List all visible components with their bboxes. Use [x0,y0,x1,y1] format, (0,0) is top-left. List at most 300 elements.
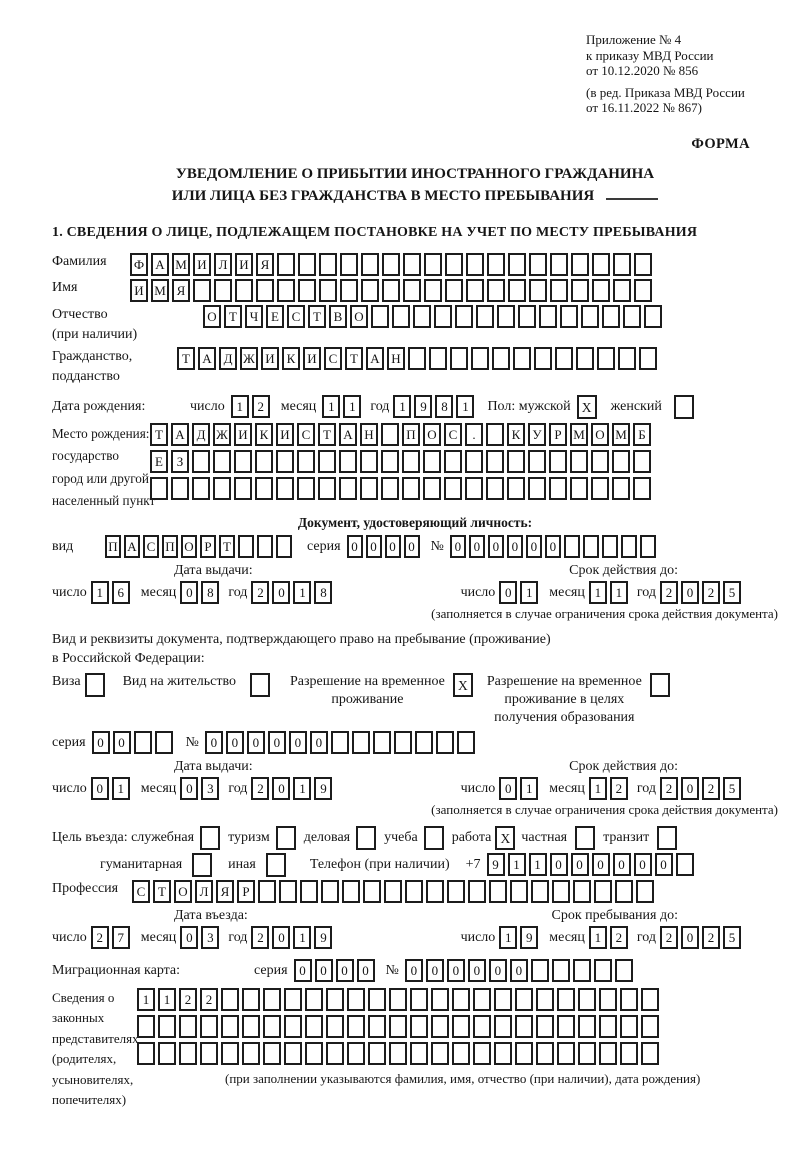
char-cell[interactable] [489,880,507,903]
char-cell[interactable] [392,305,410,328]
char-cell[interactable] [549,450,567,473]
char-cell[interactable] [137,1042,155,1065]
char-cell[interactable]: Т [150,423,168,446]
temp-residence-permit-checkbox[interactable]: X [453,673,473,697]
char-cell[interactable]: 0 [247,731,265,754]
char-cell[interactable] [594,880,612,903]
char-cell[interactable] [640,535,656,558]
char-cell[interactable]: 1 [589,777,607,800]
char-cell[interactable] [284,988,302,1011]
char-cell[interactable] [257,535,273,558]
char-cell[interactable] [214,279,232,302]
char-cell[interactable]: Р [200,535,216,558]
char-cell[interactable] [487,253,505,276]
char-cell[interactable] [342,880,360,903]
char-cell[interactable] [298,279,316,302]
char-cell[interactable] [641,1015,659,1038]
char-cell[interactable] [487,279,505,302]
char-cell[interactable]: 5 [723,581,741,604]
char-cell[interactable]: Ж [213,423,231,446]
char-cell[interactable] [515,988,533,1011]
char-cell[interactable] [494,988,512,1011]
char-cell[interactable]: 0 [447,959,465,982]
char-cell[interactable]: 1 [322,395,340,418]
char-cell[interactable]: Я [256,253,274,276]
char-cell[interactable]: 0 [310,731,328,754]
char-cell[interactable]: 0 [404,535,420,558]
char-cell[interactable] [389,1015,407,1038]
char-cell[interactable] [347,1015,365,1038]
char-cell[interactable]: Д [219,347,237,370]
char-cell[interactable] [510,880,528,903]
char-cell[interactable] [403,253,421,276]
char-cell[interactable] [413,305,431,328]
purpose-humanitarian-checkbox[interactable] [192,853,212,877]
char-cell[interactable] [431,1042,449,1065]
char-cell[interactable] [221,1015,239,1038]
char-cell[interactable] [583,535,599,558]
char-cell[interactable] [410,988,428,1011]
char-cell[interactable] [539,305,557,328]
char-cell[interactable]: 0 [180,581,198,604]
char-cell[interactable]: С [297,423,315,446]
purpose-business-checkbox[interactable] [356,826,376,850]
char-cell[interactable]: 2 [660,926,678,949]
char-cell[interactable]: 6 [112,581,130,604]
char-cell[interactable]: С [132,880,150,903]
char-cell[interactable] [158,1042,176,1065]
char-cell[interactable] [279,880,297,903]
char-cell[interactable] [466,253,484,276]
char-cell[interactable] [171,477,189,500]
char-cell[interactable]: 0 [592,853,610,876]
char-cell[interactable] [339,450,357,473]
char-cell[interactable] [452,1015,470,1038]
char-cell[interactable] [529,253,547,276]
char-cell[interactable]: 0 [681,926,699,949]
char-cell[interactable]: 0 [113,731,131,754]
char-cell[interactable] [255,477,273,500]
char-cell[interactable]: А [366,347,384,370]
char-cell[interactable]: 0 [405,959,423,982]
char-cell[interactable]: 0 [545,535,561,558]
char-cell[interactable] [612,450,630,473]
char-cell[interactable]: . [465,423,483,446]
char-cell[interactable] [592,279,610,302]
char-cell[interactable] [318,477,336,500]
char-cell[interactable] [618,347,636,370]
char-cell[interactable] [403,279,421,302]
char-cell[interactable]: Н [360,423,378,446]
char-cell[interactable]: 0 [468,959,486,982]
char-cell[interactable] [371,305,389,328]
purpose-other-checkbox[interactable] [266,853,286,877]
char-cell[interactable] [515,1042,533,1065]
char-cell[interactable] [305,988,323,1011]
char-cell[interactable] [298,253,316,276]
char-cell[interactable] [445,279,463,302]
char-cell[interactable] [473,1042,491,1065]
char-cell[interactable] [331,731,349,754]
char-cell[interactable] [573,959,591,982]
char-cell[interactable]: В [329,305,347,328]
char-cell[interactable]: 1 [520,777,538,800]
char-cell[interactable] [564,535,580,558]
char-cell[interactable] [492,347,510,370]
char-cell[interactable]: А [124,535,140,558]
char-cell[interactable] [402,477,420,500]
char-cell[interactable]: Т [345,347,363,370]
char-cell[interactable] [424,253,442,276]
char-cell[interactable] [473,988,491,1011]
char-cell[interactable] [405,880,423,903]
char-cell[interactable] [552,880,570,903]
char-cell[interactable]: 8 [435,395,453,418]
char-cell[interactable] [305,1015,323,1038]
char-cell[interactable] [450,347,468,370]
char-cell[interactable] [394,731,412,754]
char-cell[interactable] [134,731,152,754]
char-cell[interactable] [549,477,567,500]
char-cell[interactable] [623,305,641,328]
char-cell[interactable] [340,253,358,276]
char-cell[interactable]: 0 [526,535,542,558]
char-cell[interactable]: О [423,423,441,446]
char-cell[interactable] [676,853,694,876]
char-cell[interactable] [431,1015,449,1038]
char-cell[interactable]: 1 [137,988,155,1011]
char-cell[interactable] [570,477,588,500]
char-cell[interactable] [415,731,433,754]
char-cell[interactable] [602,535,618,558]
char-cell[interactable]: И [303,347,321,370]
char-cell[interactable] [531,880,549,903]
char-cell[interactable] [423,450,441,473]
char-cell[interactable] [597,347,615,370]
char-cell[interactable]: 2 [251,581,269,604]
char-cell[interactable]: 3 [201,777,219,800]
char-cell[interactable]: И [234,423,252,446]
char-cell[interactable]: Н [387,347,405,370]
char-cell[interactable] [639,347,657,370]
char-cell[interactable] [431,988,449,1011]
char-cell[interactable]: Ч [245,305,263,328]
char-cell[interactable] [578,1042,596,1065]
char-cell[interactable]: 0 [347,535,363,558]
char-cell[interactable] [591,477,609,500]
char-cell[interactable] [613,253,631,276]
char-cell[interactable]: 0 [180,926,198,949]
char-cell[interactable] [368,1015,386,1038]
char-cell[interactable] [137,1015,155,1038]
char-cell[interactable] [318,450,336,473]
char-cell[interactable]: И [193,253,211,276]
char-cell[interactable] [347,1042,365,1065]
char-cell[interactable] [234,477,252,500]
char-cell[interactable] [200,1042,218,1065]
char-cell[interactable] [340,279,358,302]
char-cell[interactable] [447,880,465,903]
char-cell[interactable]: М [612,423,630,446]
char-cell[interactable] [576,347,594,370]
char-cell[interactable]: И [235,253,253,276]
char-cell[interactable]: 2 [702,777,720,800]
char-cell[interactable] [258,880,276,903]
char-cell[interactable] [158,1015,176,1038]
char-cell[interactable]: 8 [201,581,219,604]
char-cell[interactable] [361,279,379,302]
char-cell[interactable] [263,1042,281,1065]
char-cell[interactable]: 1 [231,395,249,418]
char-cell[interactable] [382,253,400,276]
char-cell[interactable] [602,305,620,328]
char-cell[interactable] [466,279,484,302]
purpose-transit-checkbox[interactable] [657,826,677,850]
char-cell[interactable]: 0 [634,853,652,876]
char-cell[interactable]: 7 [112,926,130,949]
char-cell[interactable]: 0 [268,731,286,754]
char-cell[interactable]: 2 [252,395,270,418]
char-cell[interactable] [534,347,552,370]
char-cell[interactable]: 1 [91,581,109,604]
char-cell[interactable] [555,347,573,370]
purpose-study-checkbox[interactable] [424,826,444,850]
char-cell[interactable] [536,988,554,1011]
char-cell[interactable] [531,959,549,982]
char-cell[interactable] [238,535,254,558]
char-cell[interactable] [276,535,292,558]
char-cell[interactable] [389,1042,407,1065]
char-cell[interactable]: 2 [200,988,218,1011]
char-cell[interactable] [578,988,596,1011]
char-cell[interactable]: О [591,423,609,446]
char-cell[interactable]: 0 [499,777,517,800]
char-cell[interactable] [641,1042,659,1065]
char-cell[interactable] [256,279,274,302]
char-cell[interactable] [381,450,399,473]
char-cell[interactable] [368,988,386,1011]
char-cell[interactable] [599,1042,617,1065]
char-cell[interactable]: 1 [293,926,311,949]
char-cell[interactable] [486,477,504,500]
char-cell[interactable]: 0 [366,535,382,558]
char-cell[interactable]: 8 [314,581,332,604]
char-cell[interactable] [235,279,253,302]
char-cell[interactable] [381,477,399,500]
char-cell[interactable]: К [282,347,300,370]
char-cell[interactable]: 0 [550,853,568,876]
char-cell[interactable] [528,450,546,473]
char-cell[interactable] [494,1042,512,1065]
char-cell[interactable]: 2 [660,581,678,604]
char-cell[interactable]: Е [150,450,168,473]
char-cell[interactable]: 1 [456,395,474,418]
char-cell[interactable] [305,1042,323,1065]
char-cell[interactable]: П [105,535,121,558]
char-cell[interactable]: 9 [314,926,332,949]
char-cell[interactable]: 0 [272,926,290,949]
char-cell[interactable]: 0 [681,777,699,800]
char-cell[interactable]: 0 [450,535,466,558]
char-cell[interactable] [471,347,489,370]
char-cell[interactable]: 1 [499,926,517,949]
char-cell[interactable] [508,279,526,302]
char-cell[interactable]: 2 [610,926,628,949]
char-cell[interactable]: Т [318,423,336,446]
char-cell[interactable] [276,450,294,473]
char-cell[interactable]: М [570,423,588,446]
char-cell[interactable]: 2 [251,926,269,949]
char-cell[interactable] [578,1015,596,1038]
char-cell[interactable] [465,477,483,500]
char-cell[interactable]: 0 [488,535,504,558]
char-cell[interactable]: 0 [272,581,290,604]
char-cell[interactable] [319,253,337,276]
char-cell[interactable]: 9 [520,926,538,949]
char-cell[interactable] [326,1015,344,1038]
char-cell[interactable]: И [261,347,279,370]
edu-residence-permit-checkbox[interactable] [650,673,670,697]
char-cell[interactable] [200,1015,218,1038]
char-cell[interactable] [486,450,504,473]
char-cell[interactable]: 0 [357,959,375,982]
char-cell[interactable] [242,1015,260,1038]
char-cell[interactable]: Е [266,305,284,328]
char-cell[interactable]: О [203,305,221,328]
char-cell[interactable] [452,1042,470,1065]
char-cell[interactable] [382,279,400,302]
char-cell[interactable]: Я [172,279,190,302]
char-cell[interactable] [644,305,662,328]
char-cell[interactable] [570,450,588,473]
char-cell[interactable] [444,450,462,473]
char-cell[interactable]: Я [216,880,234,903]
char-cell[interactable] [360,477,378,500]
char-cell[interactable]: 1 [158,988,176,1011]
char-cell[interactable] [263,988,281,1011]
char-cell[interactable] [155,731,173,754]
char-cell[interactable] [507,450,525,473]
char-cell[interactable]: 9 [487,853,505,876]
char-cell[interactable] [633,450,651,473]
char-cell[interactable]: П [162,535,178,558]
char-cell[interactable] [468,880,486,903]
char-cell[interactable]: Т [219,535,235,558]
char-cell[interactable] [641,988,659,1011]
char-cell[interactable]: А [339,423,357,446]
char-cell[interactable]: 1 [112,777,130,800]
char-cell[interactable]: 0 [180,777,198,800]
char-cell[interactable] [234,450,252,473]
char-cell[interactable] [528,477,546,500]
char-cell[interactable]: 0 [499,581,517,604]
char-cell[interactable] [319,279,337,302]
sex-male-checkbox[interactable]: X [577,395,597,419]
char-cell[interactable]: И [130,279,148,302]
char-cell[interactable]: С [324,347,342,370]
char-cell[interactable] [557,1042,575,1065]
purpose-official-checkbox[interactable] [200,826,220,850]
char-cell[interactable]: О [350,305,368,328]
char-cell[interactable]: С [287,305,305,328]
char-cell[interactable] [384,880,402,903]
char-cell[interactable] [594,959,612,982]
char-cell[interactable]: 0 [315,959,333,982]
char-cell[interactable] [634,279,652,302]
char-cell[interactable]: А [198,347,216,370]
char-cell[interactable] [529,279,547,302]
char-cell[interactable] [457,731,475,754]
char-cell[interactable] [284,1042,302,1065]
char-cell[interactable]: 2 [702,926,720,949]
char-cell[interactable] [192,477,210,500]
char-cell[interactable] [515,1015,533,1038]
char-cell[interactable] [179,1015,197,1038]
char-cell[interactable]: 0 [385,535,401,558]
char-cell[interactable]: 0 [226,731,244,754]
char-cell[interactable]: 1 [293,777,311,800]
char-cell[interactable]: А [151,253,169,276]
char-cell[interactable] [486,423,504,446]
char-cell[interactable]: 1 [520,581,538,604]
char-cell[interactable]: Д [192,423,210,446]
char-cell[interactable] [242,988,260,1011]
char-cell[interactable] [373,731,391,754]
char-cell[interactable]: 0 [272,777,290,800]
char-cell[interactable] [277,253,295,276]
char-cell[interactable]: 1 [508,853,526,876]
char-cell[interactable] [592,253,610,276]
char-cell[interactable] [560,305,578,328]
char-cell[interactable]: Р [549,423,567,446]
char-cell[interactable]: 1 [589,581,607,604]
char-cell[interactable] [494,1015,512,1038]
char-cell[interactable] [557,1015,575,1038]
char-cell[interactable]: 0 [289,731,307,754]
char-cell[interactable]: Т [177,347,195,370]
char-cell[interactable]: 0 [489,959,507,982]
char-cell[interactable] [620,988,638,1011]
char-cell[interactable] [599,988,617,1011]
char-cell[interactable]: 0 [294,959,312,982]
char-cell[interactable] [321,880,339,903]
char-cell[interactable] [381,423,399,446]
char-cell[interactable] [347,988,365,1011]
char-cell[interactable]: 1 [529,853,547,876]
char-cell[interactable] [402,450,420,473]
char-cell[interactable]: 1 [610,581,628,604]
char-cell[interactable] [636,880,654,903]
char-cell[interactable]: Л [214,253,232,276]
char-cell[interactable] [410,1015,428,1038]
char-cell[interactable]: 0 [507,535,523,558]
char-cell[interactable] [352,731,370,754]
char-cell[interactable] [410,1042,428,1065]
char-cell[interactable]: Т [308,305,326,328]
char-cell[interactable] [497,305,515,328]
purpose-tourism-checkbox[interactable] [276,826,296,850]
char-cell[interactable]: 2 [610,777,628,800]
purpose-work-checkbox[interactable]: X [495,826,515,850]
char-cell[interactable]: 5 [723,926,741,949]
char-cell[interactable] [339,477,357,500]
char-cell[interactable] [192,450,210,473]
char-cell[interactable]: П [402,423,420,446]
char-cell[interactable] [621,535,637,558]
sex-female-checkbox[interactable] [674,395,694,419]
char-cell[interactable]: 0 [205,731,223,754]
char-cell[interactable]: 0 [426,959,444,982]
